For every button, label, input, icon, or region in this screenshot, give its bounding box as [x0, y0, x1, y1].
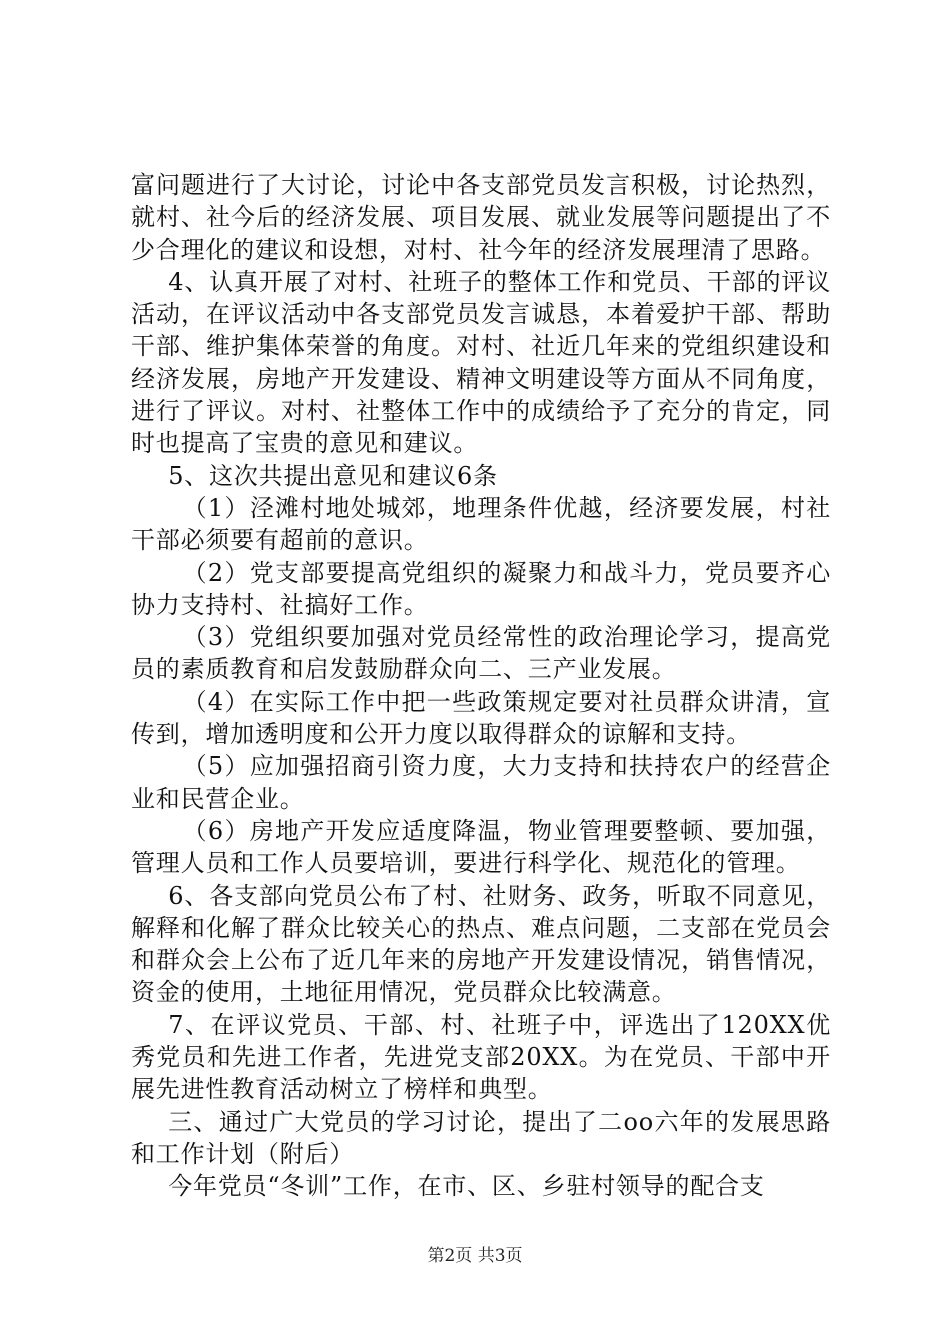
paragraph-7: 7、在评议党员、干部、村、社班子中，评选出了120XX优秀党员和先进工作者，先进党支部20XX。为在党员、干部中开展先进性教育活动树立了榜样和典型。 [131, 1010, 831, 1104]
suggestion-item-4: （4）在实际工作中把一些政策规定要对社员群众讲清，宣传到，增加透明度和公开力度以取得群众的谅解和支持。 [131, 687, 831, 749]
paragraph-6: 6、各支部向党员公布了村、社财务、政务，听取不同意见，解释和化解了群众比较关心的热点、难点问题，二支部在党员会和群众会上公布了近几年来的房地产开发建设情况，销售情况，资金的使用，土地征用情况，党员群众比较满意。 [131, 881, 831, 1007]
suggestion-item-2: （2）党支部要提高党组织的凝聚力和战斗力，党员要齐心协力支持村、社搞好工作。 [131, 558, 831, 619]
document-body [131, 169, 831, 1203]
paragraph-continued: 富问题进行了大讨论，讨论中各支部党员发言积极，讨论热烈，就村、社今后的经济发展、项目发展、就业发展等问题提出了不少合理化的建议和设想，对村、社今年的经济发展理清了思路。 [131, 171, 831, 264]
suggestion-item-6: （6）房地产开发应适度降温，物业管理要整顿、要加强，管理人员和工作人员要培训，要进行科学化、规范化的管理。 [131, 816, 831, 878]
suggestion-item-1: （1）泾滩村地处城郊，地理条件优越，经济要发展，村社干部必须要有超前的意识。 [131, 493, 831, 555]
paragraph-last: 今年党员“冬训”工作，在市、区、乡驻村领导的配合支 [168, 1172, 765, 1201]
section-3-heading: 三、通过广大党员的学习讨论，提出了二oo六年的发展思路和工作计划（附后） [131, 1107, 831, 1168]
page-footer: 第2页 共3页 [427, 1246, 523, 1266]
suggestion-item-3: （3）党组织要加强对党员经常性的政治理论学习，提高党员的素质教育和启发鼓励群众向二、三产业发展。 [131, 623, 831, 684]
suggestion-item-5: （5）应加强招商引资力度，大力支持和扶持农户的经营企业和民营企业。 [131, 752, 831, 813]
paragraph-5: 5、这次共提出意见和建议6条 [168, 461, 498, 490]
paragraph-4: 4、认真开展了对村、社班子的整体工作和党员、干部的评议活动，在评议活动中各支部党员发言诚恳，本着爱护干部、帮助干部、维护集体荣誉的角度。对村、社近几年来的党组织建设和经济发展，房地产开发建设、精神文明建设等方面从不同角度，进行了评议。对村、社整体工作中的成绩给予了充分的肯定，同时也提高了宝贵的意见和建议。 [131, 267, 831, 458]
